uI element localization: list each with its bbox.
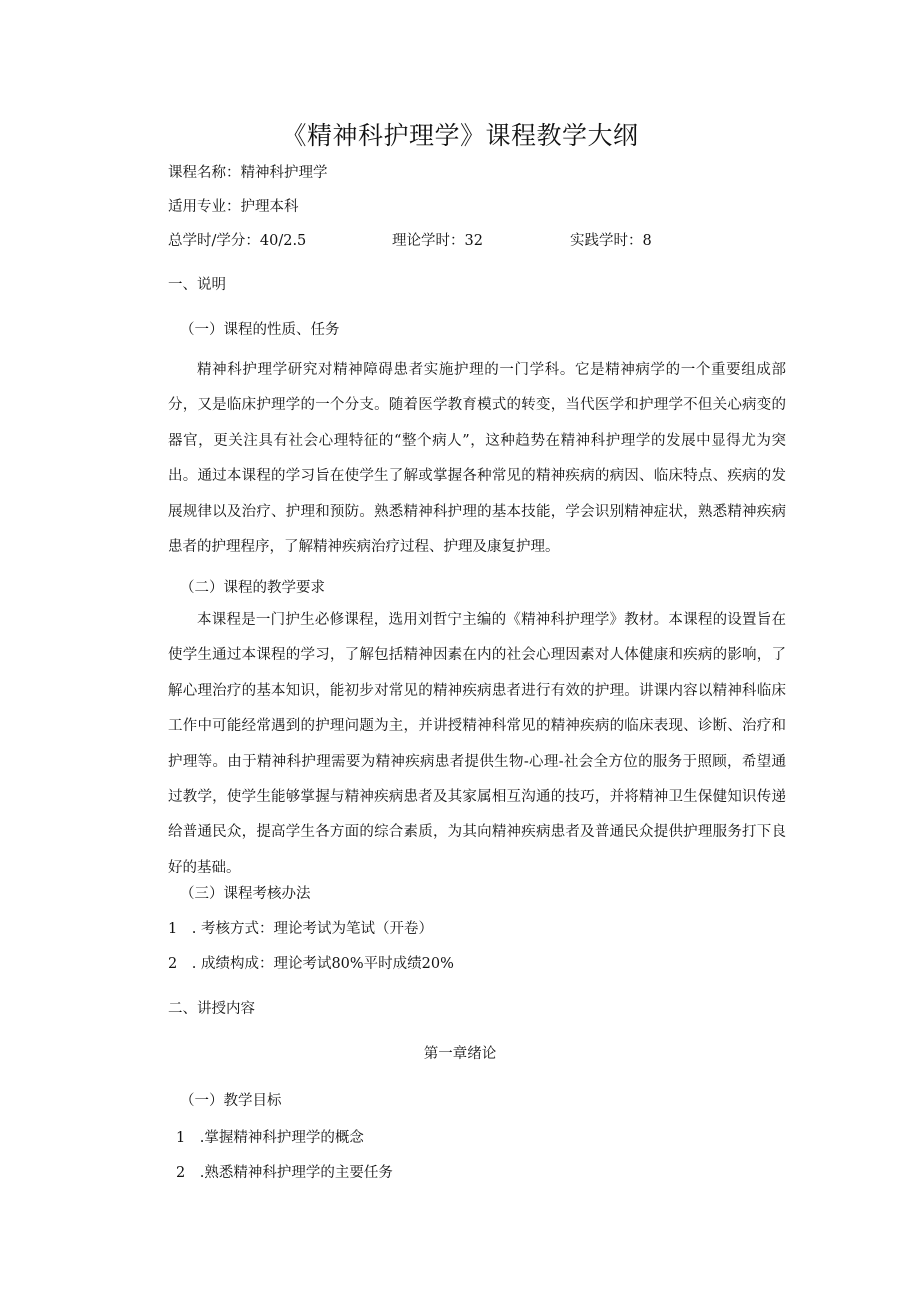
objectives-heading: （一）教学目标 xyxy=(180,1093,282,1109)
objective-item-2: 2 .熟悉精神科护理学的主要任务 xyxy=(176,1165,393,1181)
subsection-3-heading: （三）课程考核办法 xyxy=(180,886,311,902)
document-title: 《精神科护理学》课程教学大纲 xyxy=(281,121,639,150)
section-1-heading: 一、说明 xyxy=(168,277,226,293)
section-2-heading: 二、讲授内容 xyxy=(168,1001,255,1017)
assessment-item-1: 1 . 考核方式：理论考试为笔试（开卷） xyxy=(168,921,433,937)
assessment-item-2: 2 . 成绩构成：理论考试80%平时成绩20% xyxy=(168,956,454,972)
subsection-1-heading: （一）课程的性质、任务 xyxy=(180,322,340,338)
objective-item-1: 1 .掌握精神科护理学的概念 xyxy=(176,1130,364,1146)
total-hours: 总学时/学分：40/2.5 xyxy=(168,233,307,249)
course-name: 课程名称：精神科护理学 xyxy=(168,165,328,181)
applicable-major: 适用专业：护理本科 xyxy=(168,199,299,215)
subsection-2-body: 本课程是一门护生必修课程，选用刘哲宁主编的《精神科护理学》教材。本课程的设置旨在使学生通过本课程的学习，了解包括精神因素在内的社会心理因素对人体健康和疾病的影响，了解心理治疗的基本知识，能初步对常见的精神疾病患者进行有效的护理。讲课内容以精神科临床工作中可能经常遇到的护理问题为主，并讲授精神科常见的精神疾病的临床表现、诊断、治疗和护理等。由于精神科护理需要为精神疾病患者提供生物-心理-社会全方位的服务于照顾，希望通过教学，使学生能够掌握与精神疾病患者及其家属相互沟通的技巧，并将精神卫生保健知识传递给普通民众，提高学生各方面的综合素质，为其向精神疾病患者及普通民众提供护理服务打下良好的基础。 xyxy=(168,612,786,876)
theory-hours: 理论学时：32 xyxy=(392,233,483,249)
chapter-1-title: 第一章绪论 xyxy=(423,1046,497,1062)
subsection-1-body: 精神科护理学研究对精神障碍患者实施护理的一门学科。它是精神病学的一个重要组成部分，又是临床护理学的一个分支。随着医学教育模式的转变，当代医学和护理学不但关心病变的器官，更关注具有社会心理特征的“整个病人”，这种趋势在精神科护理学的发展中显得尤为突出。通过本课程的学习旨在使学生了解或掌握各种常见的精神疾病的病因、临床特点、疾病的发展规律以及治疗、护理和预防。熟悉精神科护理的基本技能，学会识别精神症状，熟悉精神疾病患者的护理程序，了解精神疾病治疗过程、护理及康复护理。 xyxy=(168,362,786,556)
subsection-2-heading: （二）课程的教学要求 xyxy=(180,580,325,596)
practice-hours: 实践学时：8 xyxy=(570,233,652,249)
